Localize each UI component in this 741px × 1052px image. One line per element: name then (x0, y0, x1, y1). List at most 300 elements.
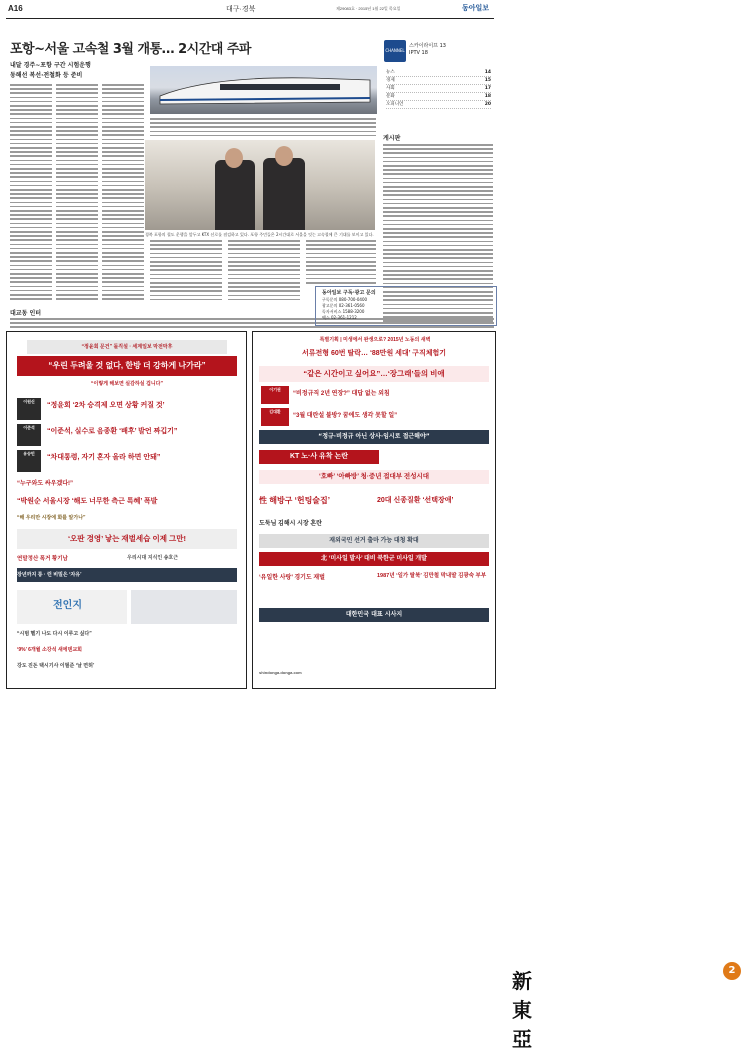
text-line (56, 260, 98, 262)
text-line (10, 143, 52, 145)
text-line (56, 281, 98, 283)
text-line (56, 143, 98, 145)
text-line (56, 168, 98, 170)
text-line (10, 176, 52, 178)
info-row: 독자서비스 1588-3200 (322, 309, 365, 314)
text-line (383, 220, 493, 222)
text-line (10, 92, 52, 94)
text-line (56, 189, 98, 191)
text-line (10, 273, 52, 275)
ad-line: “누구와도 싸우겠다!” (17, 481, 74, 487)
text-line (10, 252, 52, 254)
ad-line: 재외국민 선거 출마 가능 대청 확대 (259, 534, 489, 548)
text-line (102, 286, 144, 288)
ad-line: “정규·비정규 아닌 상사·임시로 접근해야” (259, 430, 489, 444)
text-line (56, 256, 98, 258)
text-line (383, 270, 493, 272)
text-line (102, 223, 144, 225)
index-row: 사회 17 (386, 86, 491, 91)
ad-line: 1987년 ‘일가 탈북’ 김만철 막내딸 김광숙 부부 (377, 573, 487, 579)
ad-kicker: “정윤회 문건” 돌직설 · 세계일보 막전막후 (27, 340, 227, 354)
text-line (102, 244, 144, 246)
text-line (10, 244, 52, 246)
text-line (10, 122, 52, 124)
text-line (56, 252, 98, 254)
text-line (56, 185, 98, 187)
text-line (150, 278, 222, 280)
text-line (56, 273, 98, 275)
train-illustration (150, 66, 377, 114)
text-line (383, 148, 493, 150)
text-line (56, 151, 98, 153)
text-line (10, 206, 52, 208)
text-line (228, 244, 300, 246)
text-line (102, 239, 144, 241)
text-line (150, 244, 222, 246)
text-line (10, 202, 52, 204)
ad-line: 도둑님 김해시 시장 혼란 (259, 521, 322, 527)
text-line (150, 122, 376, 124)
text-line (383, 274, 493, 276)
text-line (56, 265, 98, 267)
text-line (150, 295, 222, 297)
text-line (150, 257, 222, 259)
text-line (383, 157, 493, 159)
text-line (56, 97, 98, 99)
text-line (56, 227, 98, 229)
text-line (383, 262, 493, 264)
text-line (228, 282, 300, 284)
text-line (130, 318, 250, 320)
text-line (150, 240, 222, 242)
index-row: 오피니언 20 (386, 102, 491, 107)
text-line (10, 277, 52, 279)
text-line (306, 274, 376, 276)
text-line (10, 118, 52, 120)
text-line (56, 277, 98, 279)
text-line (56, 172, 98, 174)
text-line (102, 101, 144, 103)
text-line (56, 126, 98, 128)
text-line (56, 298, 98, 300)
text-line (250, 326, 370, 328)
text-line (56, 269, 98, 271)
text-line (10, 298, 52, 300)
text-line (383, 182, 493, 184)
ad-line: “같은 시간이고 싶어요”…‘장그래’들의 비애 (259, 366, 489, 382)
text-line (56, 210, 98, 212)
text-line (102, 235, 144, 237)
text-line (10, 248, 52, 250)
text-line (56, 101, 98, 103)
text-line (102, 118, 144, 120)
text-line (10, 231, 52, 233)
ad-line: “3월 대란설 불방? 꿈에도 생각 못할 일” (293, 413, 398, 419)
text-line (383, 241, 493, 243)
text-line (228, 278, 300, 280)
text-line (102, 231, 144, 233)
text-line (10, 160, 52, 162)
text-line (102, 298, 144, 300)
text-line (10, 101, 52, 103)
info-row: 팩스 02-361-1212 (322, 315, 357, 320)
text-line (10, 318, 130, 320)
newspaper-brand: 동아일보 (462, 5, 490, 12)
text-line (383, 178, 493, 180)
text-line (56, 294, 98, 296)
text-line (306, 282, 376, 284)
text-line (10, 130, 52, 132)
text-line (102, 176, 144, 178)
text-line (102, 134, 144, 136)
text-line (56, 92, 98, 94)
text-line (10, 185, 52, 187)
text-line (306, 248, 376, 250)
text-line (306, 261, 376, 263)
text-line (306, 269, 376, 271)
text-line (56, 235, 98, 237)
column-title: 대교동 인터 (10, 310, 42, 317)
text-line (228, 257, 300, 259)
text-line (150, 274, 222, 276)
text-line (56, 197, 98, 199)
text-line (56, 239, 98, 241)
text-line (228, 274, 300, 276)
text-line (10, 269, 52, 271)
channel-logo: CHANNEL (384, 40, 406, 62)
info-row: 광고문의 02-361-0560 (322, 303, 365, 308)
text-line (102, 113, 144, 115)
text-line (383, 266, 493, 268)
text-line (383, 215, 493, 217)
text-line (383, 203, 493, 205)
publication-info: 제29083호 · 2015년 1월 22일 목요일 (336, 6, 401, 11)
text-line (150, 265, 222, 267)
text-line (102, 193, 144, 195)
text-line (10, 109, 52, 111)
text-line (10, 164, 52, 166)
text-line (150, 248, 222, 250)
text-line (102, 105, 144, 107)
text-line (56, 176, 98, 178)
text-line (102, 260, 144, 262)
text-line (10, 181, 52, 183)
text-line (102, 281, 144, 283)
text-line (150, 131, 376, 133)
ad-tag: 이원신 (17, 398, 41, 420)
text-line (102, 147, 144, 149)
ad-tag: 이준석 (17, 424, 41, 446)
ad-photo-block (131, 590, 237, 624)
ad-line: ‘호빠’ ‘아빠방’ 청·중년 접대부 전성시대 (259, 470, 489, 484)
text-line (383, 228, 493, 230)
ad-line: 性 해방구 ‘헌팅술집’ (259, 496, 330, 505)
index-row: 경제 15 (386, 78, 491, 83)
text-line (10, 210, 52, 212)
text-line (102, 126, 144, 128)
train-photo (150, 66, 377, 114)
text-line (102, 214, 144, 216)
text-line (383, 194, 493, 196)
text-line (150, 299, 222, 301)
text-line (383, 207, 493, 209)
text-line (102, 122, 144, 124)
text-line (56, 218, 98, 220)
sidebar-kicker: 게시판 (383, 135, 401, 142)
text-line (56, 155, 98, 157)
person-head (275, 146, 293, 166)
ad-line: KT 노·사 유착 논란 (259, 450, 379, 464)
text-line (150, 261, 222, 263)
text-line (10, 147, 52, 149)
text-line (130, 322, 250, 324)
text-line (102, 155, 144, 157)
text-line (228, 261, 300, 263)
text-line (102, 151, 144, 153)
photo-caption: 경북 포항의 철도 운행을 앞두고 KTX 선로를 점검하고 있다. 포항 주민들은 2시간대로 서울을 잇는 고속철에 큰 기대를 보이고 있다. (145, 232, 374, 237)
text-line (56, 214, 98, 216)
text-line (56, 193, 98, 195)
text-line (228, 253, 300, 255)
text-line (10, 197, 52, 199)
text-line (102, 202, 144, 204)
text-line (102, 139, 144, 141)
text-line (306, 265, 376, 267)
text-line (306, 253, 376, 255)
ad-line: 강도 진돈 택시기사 이필준 ‘날 면허’ (17, 663, 95, 669)
text-line (306, 244, 376, 246)
ad-line: 北 ‘미사일 발사’ 대비 북한군 미사일 개발 (259, 552, 489, 566)
text-line (383, 165, 493, 167)
text-line (56, 105, 98, 107)
ad-line: shindonga.donga.com (259, 670, 302, 675)
text-line (102, 84, 144, 86)
text-line (102, 168, 144, 170)
text-line (150, 286, 222, 288)
text-line (10, 286, 52, 288)
text-line (10, 218, 52, 220)
text-line (102, 206, 144, 208)
text-line (150, 253, 222, 255)
text-line (10, 223, 52, 225)
index-row: 문화 18 (386, 94, 491, 99)
ad-tag: 이기권 (261, 386, 289, 404)
channel-iptv: IPTV 18 (409, 50, 428, 56)
text-line (10, 294, 52, 296)
text-line (102, 248, 144, 250)
text-line (56, 109, 98, 111)
text-line (56, 223, 98, 225)
text-line (102, 97, 144, 99)
text-line (383, 257, 493, 259)
issue-badge: 2 (723, 962, 741, 980)
text-line (102, 273, 144, 275)
text-line (10, 189, 52, 191)
ad-line: 우리시대 지식인 송호근 (127, 555, 179, 561)
ad-line: “해 우리만 시장에 화를 알가나” (17, 515, 86, 521)
text-line (10, 126, 52, 128)
subhead-2: 동해선 복선·전철화 등 준비 (10, 72, 83, 79)
ad-line: “정윤회 ‘2차 승격제 오면 상황 커질 것’ (47, 402, 165, 409)
text-line (102, 256, 144, 258)
text-line (150, 118, 376, 120)
text-line (56, 290, 98, 292)
ad-line: 대한민국 대표 시사지 (259, 608, 489, 622)
text-line (306, 278, 376, 280)
text-line (102, 210, 144, 212)
text-line (10, 290, 52, 292)
text-line (383, 211, 493, 213)
ad-line: 서류전형 60번 탈락… ‘88만원 세대’ 구직체험기 (302, 350, 446, 357)
text-line (56, 122, 98, 124)
text-line (102, 227, 144, 229)
text-line (383, 278, 493, 280)
text-line (56, 130, 98, 132)
page-number: A16 (8, 4, 23, 13)
ad-line: ‘유일한 사랑’ 경기도 재벌 (259, 575, 325, 581)
text-line (102, 181, 144, 183)
text-line (150, 290, 222, 292)
text-line (306, 240, 376, 242)
text-line (10, 326, 130, 328)
subhead-1: 내달 경주~포항 구간 시험운행 (10, 62, 91, 69)
text-line (383, 249, 493, 251)
text-line (383, 199, 493, 201)
text-line (10, 155, 52, 157)
people-photo (145, 140, 375, 230)
text-line (10, 168, 52, 170)
text-line (102, 265, 144, 267)
text-line (56, 181, 98, 183)
text-line (383, 186, 493, 188)
text-line (10, 193, 52, 195)
text-line (102, 130, 144, 132)
text-line (228, 240, 300, 242)
ad-line: “박원순 서울시장 ‘해도 너무한 측근 특혜’ 폭발 (17, 498, 158, 505)
text-line (383, 245, 493, 247)
text-line (228, 299, 300, 301)
text-line (56, 113, 98, 115)
text-line (10, 256, 52, 258)
text-line (10, 97, 52, 99)
text-line (10, 139, 52, 141)
text-line (10, 260, 52, 262)
text-line (150, 126, 376, 128)
text-line (102, 88, 144, 90)
text-line (228, 248, 300, 250)
info-row: 구독문의 080-700-0400 (322, 297, 368, 302)
text-line (56, 134, 98, 136)
ad-headline: “우린 두려울 것 없다, 한방 더 강하게 나가라” (17, 356, 237, 376)
text-line (228, 290, 300, 292)
channel-skylife: 스카이라이프 13 (409, 43, 446, 49)
text-line (102, 160, 144, 162)
text-line (130, 326, 250, 328)
ad-line: ‘오판 경영’ 낳는 재벌세습 이제 그만! (17, 529, 237, 549)
text-line (383, 144, 493, 146)
text-line (10, 281, 52, 283)
ad-line: 장년까지 롱 · 런 비밀은 ‘자유’ (17, 568, 237, 582)
ad-right-panel (252, 331, 736, 1051)
text-line (102, 277, 144, 279)
ad-subline: “이렇게 해보면 실감하실 겁니다” (91, 381, 163, 387)
ad-line: “이준석, 실수로 음종환 ‘배후’ 발언 짜깁기” (47, 428, 178, 435)
text-line (383, 283, 493, 285)
text-line (383, 152, 493, 154)
person-figure (215, 160, 255, 230)
text-line (102, 172, 144, 174)
text-line (56, 84, 98, 86)
ad-line: ‘9%’ 6개월 소강석 새에덴교회 (17, 647, 82, 653)
ad-tag: 유승민 (17, 450, 41, 472)
text-line (383, 253, 493, 255)
ad-kicker: 특별기획 | 미생에서 완생으로? 2015년 노동의 새벽 (319, 337, 431, 343)
text-line (383, 173, 493, 175)
text-line (10, 322, 130, 324)
text-line (228, 265, 300, 267)
text-line (56, 231, 98, 233)
person-head (225, 148, 243, 168)
text-line (56, 248, 98, 250)
text-line (306, 257, 376, 259)
ad-line: “비정규직 2년 연장?” 대답 없는 외침 (293, 391, 390, 397)
text-line (56, 164, 98, 166)
text-line (56, 139, 98, 141)
ad-line: 20대 신종질환 ‘선택장애’ (377, 497, 454, 504)
ad-line: “시범 헬기 나도 다시 이루고 싶다” (17, 631, 92, 637)
text-line (10, 235, 52, 237)
text-line (10, 265, 52, 267)
text-line (383, 190, 493, 192)
text-line (102, 197, 144, 199)
text-line (228, 295, 300, 297)
text-line (56, 118, 98, 120)
text-line (102, 164, 144, 166)
text-line (56, 88, 98, 90)
info-box-title: 동아일보 구독·광고 문의 (322, 290, 376, 296)
text-line (10, 113, 52, 115)
ad-line: 연말정산 폭거 황기남 (17, 556, 68, 562)
text-line (383, 224, 493, 226)
text-line (10, 172, 52, 174)
magazine-logo: 新東亞 (512, 971, 534, 1051)
ad-line: “차대통령, 자기 혼자 올라 하면 안돼” (47, 454, 161, 461)
text-line (370, 326, 494, 328)
text-line (10, 84, 52, 86)
text-line (102, 189, 144, 191)
text-line (383, 169, 493, 171)
text-line (228, 269, 300, 271)
text-line (102, 185, 144, 187)
text-line (383, 236, 493, 238)
ad-left-panel (6, 331, 247, 689)
text-line (383, 161, 493, 163)
text-line (383, 232, 493, 234)
text-line (56, 202, 98, 204)
text-line (56, 206, 98, 208)
text-line (102, 290, 144, 292)
text-line (10, 239, 52, 241)
text-line (10, 88, 52, 90)
text-line (102, 218, 144, 220)
text-line (102, 109, 144, 111)
section-title: 대구·경북 (226, 6, 256, 13)
ad-tag: 김대환 (261, 408, 289, 426)
text-line (56, 244, 98, 246)
text-line (10, 134, 52, 136)
text-line (150, 269, 222, 271)
text-line (150, 282, 222, 284)
